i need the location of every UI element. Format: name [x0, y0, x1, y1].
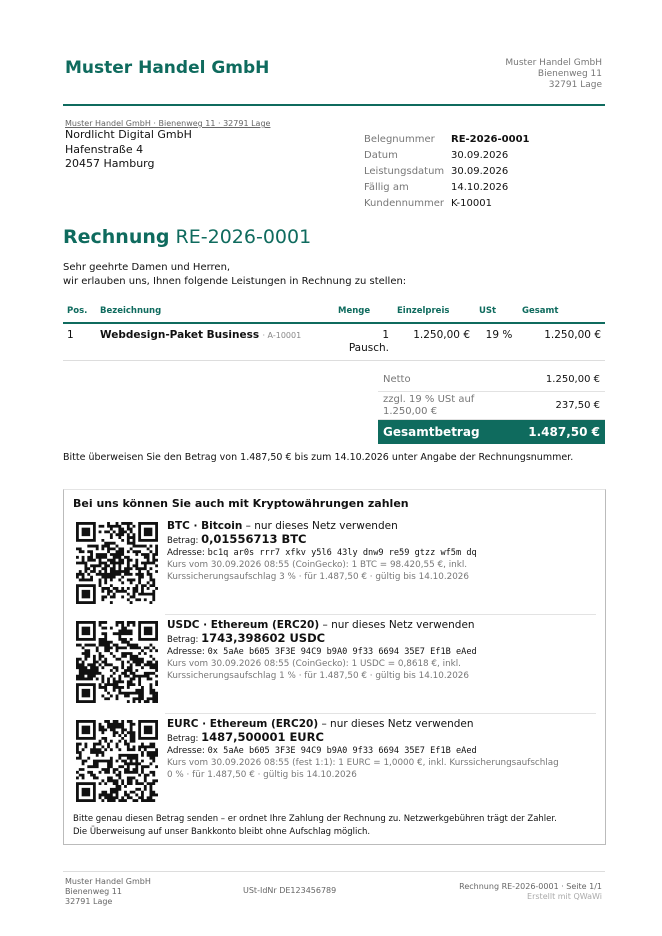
- row-pos: 1: [67, 329, 74, 341]
- sender-address: [505, 58, 602, 91]
- crypto-footer-note: [73, 813, 557, 839]
- coin-amount: 0,01556713 BTC: [201, 532, 307, 546]
- totals-box: [378, 368, 605, 444]
- footer-page-number: Rechnung RE-2026-0001 · Seite 1/1: [459, 882, 602, 891]
- crypto-divider: [165, 614, 596, 615]
- footer-divider: [63, 871, 605, 872]
- coin-rate: Kurs vom 30.09.2026 08:55 (CoinGecko): 1 BTC = 98.420,55 €, inkl.: [167, 560, 468, 570]
- coin-address-line: [167, 745, 597, 757]
- meta-row: [364, 150, 530, 166]
- sender-line: Muster Handel GmbH: [505, 58, 602, 68]
- return-address-line: Muster Handel GmbH · Bienenweg 11 · 32791 Lage: [65, 119, 271, 128]
- meta-label: Belegnummer: [364, 134, 435, 145]
- sender-line: 32791 Lage: [548, 80, 602, 90]
- coin-amount-line: [167, 731, 597, 745]
- qty-unit: Pausch.: [348, 342, 389, 354]
- crypto-divider: [165, 713, 596, 714]
- coin-heading: [167, 519, 597, 533]
- vat-row: [378, 392, 605, 420]
- vat-label-line: 1.250,00 €: [383, 405, 438, 417]
- crypto-option-text: [167, 717, 597, 781]
- header-description: Bezeichnung: [100, 306, 162, 316]
- net-row: [378, 368, 605, 392]
- header-quantity: Menge: [338, 306, 371, 316]
- amount-label: Betrag:: [167, 635, 202, 645]
- coin-amount: 1487,500001 EURC: [201, 730, 324, 744]
- meta-label: Kundennummer: [364, 198, 444, 209]
- coin-network-note: – nur dieses Netz verwenden: [242, 520, 398, 532]
- table-row: [63, 324, 605, 361]
- vat-value: 237,50 €: [555, 399, 600, 411]
- meta-value: K-10001: [451, 198, 492, 209]
- footer-line: Bienenweg 11: [65, 887, 122, 896]
- coin-address-line: [167, 646, 597, 658]
- meta-label: Datum: [364, 150, 398, 161]
- row-quantity: [341, 329, 389, 355]
- header-divider: [63, 104, 605, 106]
- meta-row: [364, 166, 530, 182]
- intro-line: wir erlauben uns, Ihnen folgende Leistungen in Rechnung zu stellen:: [63, 276, 407, 287]
- recipient-line: Nordlicht Digital GmbH: [65, 128, 192, 141]
- header-pos: Pos.: [67, 306, 88, 316]
- crypto-option-text: [167, 519, 597, 583]
- coin-name: BTC · Bitcoin: [167, 520, 243, 532]
- amount-label: Betrag:: [167, 734, 202, 744]
- sender-line: Bienenweg 11: [537, 69, 602, 79]
- coin-address-line: [167, 547, 597, 559]
- crypto-footer-line: Bitte genau diesen Betrag senden – er ordnet Ihre Zahlung der Rechnung zu. Netzwerkgebühren trägt der Zahler.: [73, 814, 557, 824]
- coin-address: 0x 5aAe b605 3F3E 94C9 b9A0 9f33 6694 35E7 Ef1B eAed: [207, 647, 477, 657]
- grand-total-value: 1.487,50 €: [528, 425, 600, 439]
- item-name: Webdesign-Paket Business: [100, 329, 260, 341]
- meta-value: 14.10.2026: [451, 182, 509, 193]
- net-value: 1.250,00 €: [545, 374, 600, 385]
- crypto-footer-line: Die Überweisung auf unser Bankkonto bleibt ohne Aufschlag möglich.: [73, 827, 371, 837]
- invoice-meta: [364, 134, 530, 214]
- meta-value: 30.09.2026: [451, 150, 509, 161]
- grand-total-label: Gesamtbetrag: [383, 425, 480, 439]
- recipient-address: [65, 128, 192, 172]
- meta-label: Fällig am: [364, 182, 409, 193]
- footer-line: 32791 Lage: [65, 897, 113, 906]
- meta-value: 30.09.2026: [451, 166, 509, 177]
- coin-heading: [167, 618, 597, 632]
- address-label: Adresse:: [167, 746, 208, 756]
- qr-code-usdc: [76, 621, 158, 703]
- recipient-line: Hafenstraße 4: [65, 142, 144, 156]
- coin-rate: Kurs vom 30.09.2026 08:55 (fest 1:1): 1 EURC = 1,0000 €, inkl. Kurssicherungsaufschlag: [167, 758, 559, 768]
- qty-value: 1: [382, 329, 389, 341]
- coin-amount: 1743,398602 USDC: [201, 631, 326, 645]
- meta-row: [364, 182, 530, 198]
- coin-network-note: – nur dieses Netz verwenden: [318, 718, 474, 730]
- footer-made-with: Erstellt mit QWaWi: [527, 892, 602, 901]
- qr-code-btc: [76, 522, 158, 604]
- intro-line: Sehr geehrte Damen und Herren,: [63, 262, 231, 273]
- item-sku: · A-10001: [262, 331, 302, 340]
- qr-code-eurc: [76, 720, 158, 802]
- address-label: Adresse:: [167, 647, 208, 657]
- footer-page-info: [459, 882, 602, 902]
- coin-amount-line: [167, 533, 597, 547]
- meta-label: Leistungsdatum: [364, 166, 445, 177]
- coin-rate: 0 % · für 1.487,50 € · gültig bis 14.10.2026: [167, 770, 357, 780]
- coin-rate: Kurssicherungsaufschlag 1 % · für 1.487,50 € · gültig bis 14.10.2026: [167, 671, 469, 681]
- payment-note: Bitte überweisen Sie den Betrag von 1.487,50 € bis zum 14.10.2026 unter Angabe der Rechnungsnummer.: [63, 452, 574, 463]
- recipient-line: 20457 Hamburg: [65, 157, 155, 170]
- footer-address: [65, 877, 151, 907]
- amount-label: Betrag:: [167, 536, 202, 546]
- coin-amount-line: [167, 632, 597, 646]
- header-total: Gesamt: [522, 306, 559, 316]
- row-description: [100, 329, 301, 341]
- net-label: Netto: [383, 374, 411, 385]
- coin-address: 0x 5aAe b605 3F3E 94C9 b9A0 9f33 6694 35E7 Ef1B eAed: [207, 746, 477, 756]
- header-vat: USt: [479, 306, 497, 316]
- coin-name: EURC · Ethereum (ERC20): [167, 718, 319, 730]
- row-unit-price: 1.250,00 €: [413, 329, 470, 341]
- row-vat: 19 %: [485, 329, 513, 341]
- header-unit-price: Einzelpreis: [397, 306, 450, 316]
- vat-label: [383, 394, 474, 417]
- intro-text: [63, 261, 406, 289]
- row-total: 1.250,00 €: [544, 329, 601, 341]
- meta-value: RE-2026-0001: [451, 134, 530, 145]
- title-word: Rechnung: [63, 226, 170, 248]
- coin-address: bc1q ar0s rrr7 xfkv y5l6 43ly dnw9 re59 gtzz wf5m dq: [207, 548, 477, 558]
- grand-total-row: [378, 420, 605, 444]
- coin-heading: [167, 717, 597, 731]
- meta-row: [364, 134, 530, 150]
- crypto-option-text: [167, 618, 597, 682]
- meta-row: [364, 198, 530, 214]
- table-header: [63, 303, 605, 323]
- vat-label-line: zzgl. 19 % USt auf: [383, 394, 475, 405]
- coin-name: USDC · Ethereum (ERC20): [167, 619, 320, 631]
- title-number: RE-2026-0001: [175, 226, 312, 248]
- footer-vat-id: USt-IdNr DE123456789: [243, 886, 337, 895]
- footer-line: Muster Handel GmbH: [65, 877, 151, 886]
- coin-rate: Kurs vom 30.09.2026 08:55 (CoinGecko): 1 USDC = 0,8618 €, inkl.: [167, 659, 461, 669]
- coin-rate: Kurssicherungsaufschlag 3 % · für 1.487,50 € · gültig bis 14.10.2026: [167, 572, 469, 582]
- address-label: Adresse:: [167, 548, 208, 558]
- company-name: Muster Handel GmbH: [65, 58, 270, 78]
- document-title: [63, 226, 311, 248]
- coin-network-note: – nur dieses Netz verwenden: [319, 619, 475, 631]
- crypto-title: Bei uns können Sie auch mit Kryptowährungen zahlen: [73, 497, 409, 510]
